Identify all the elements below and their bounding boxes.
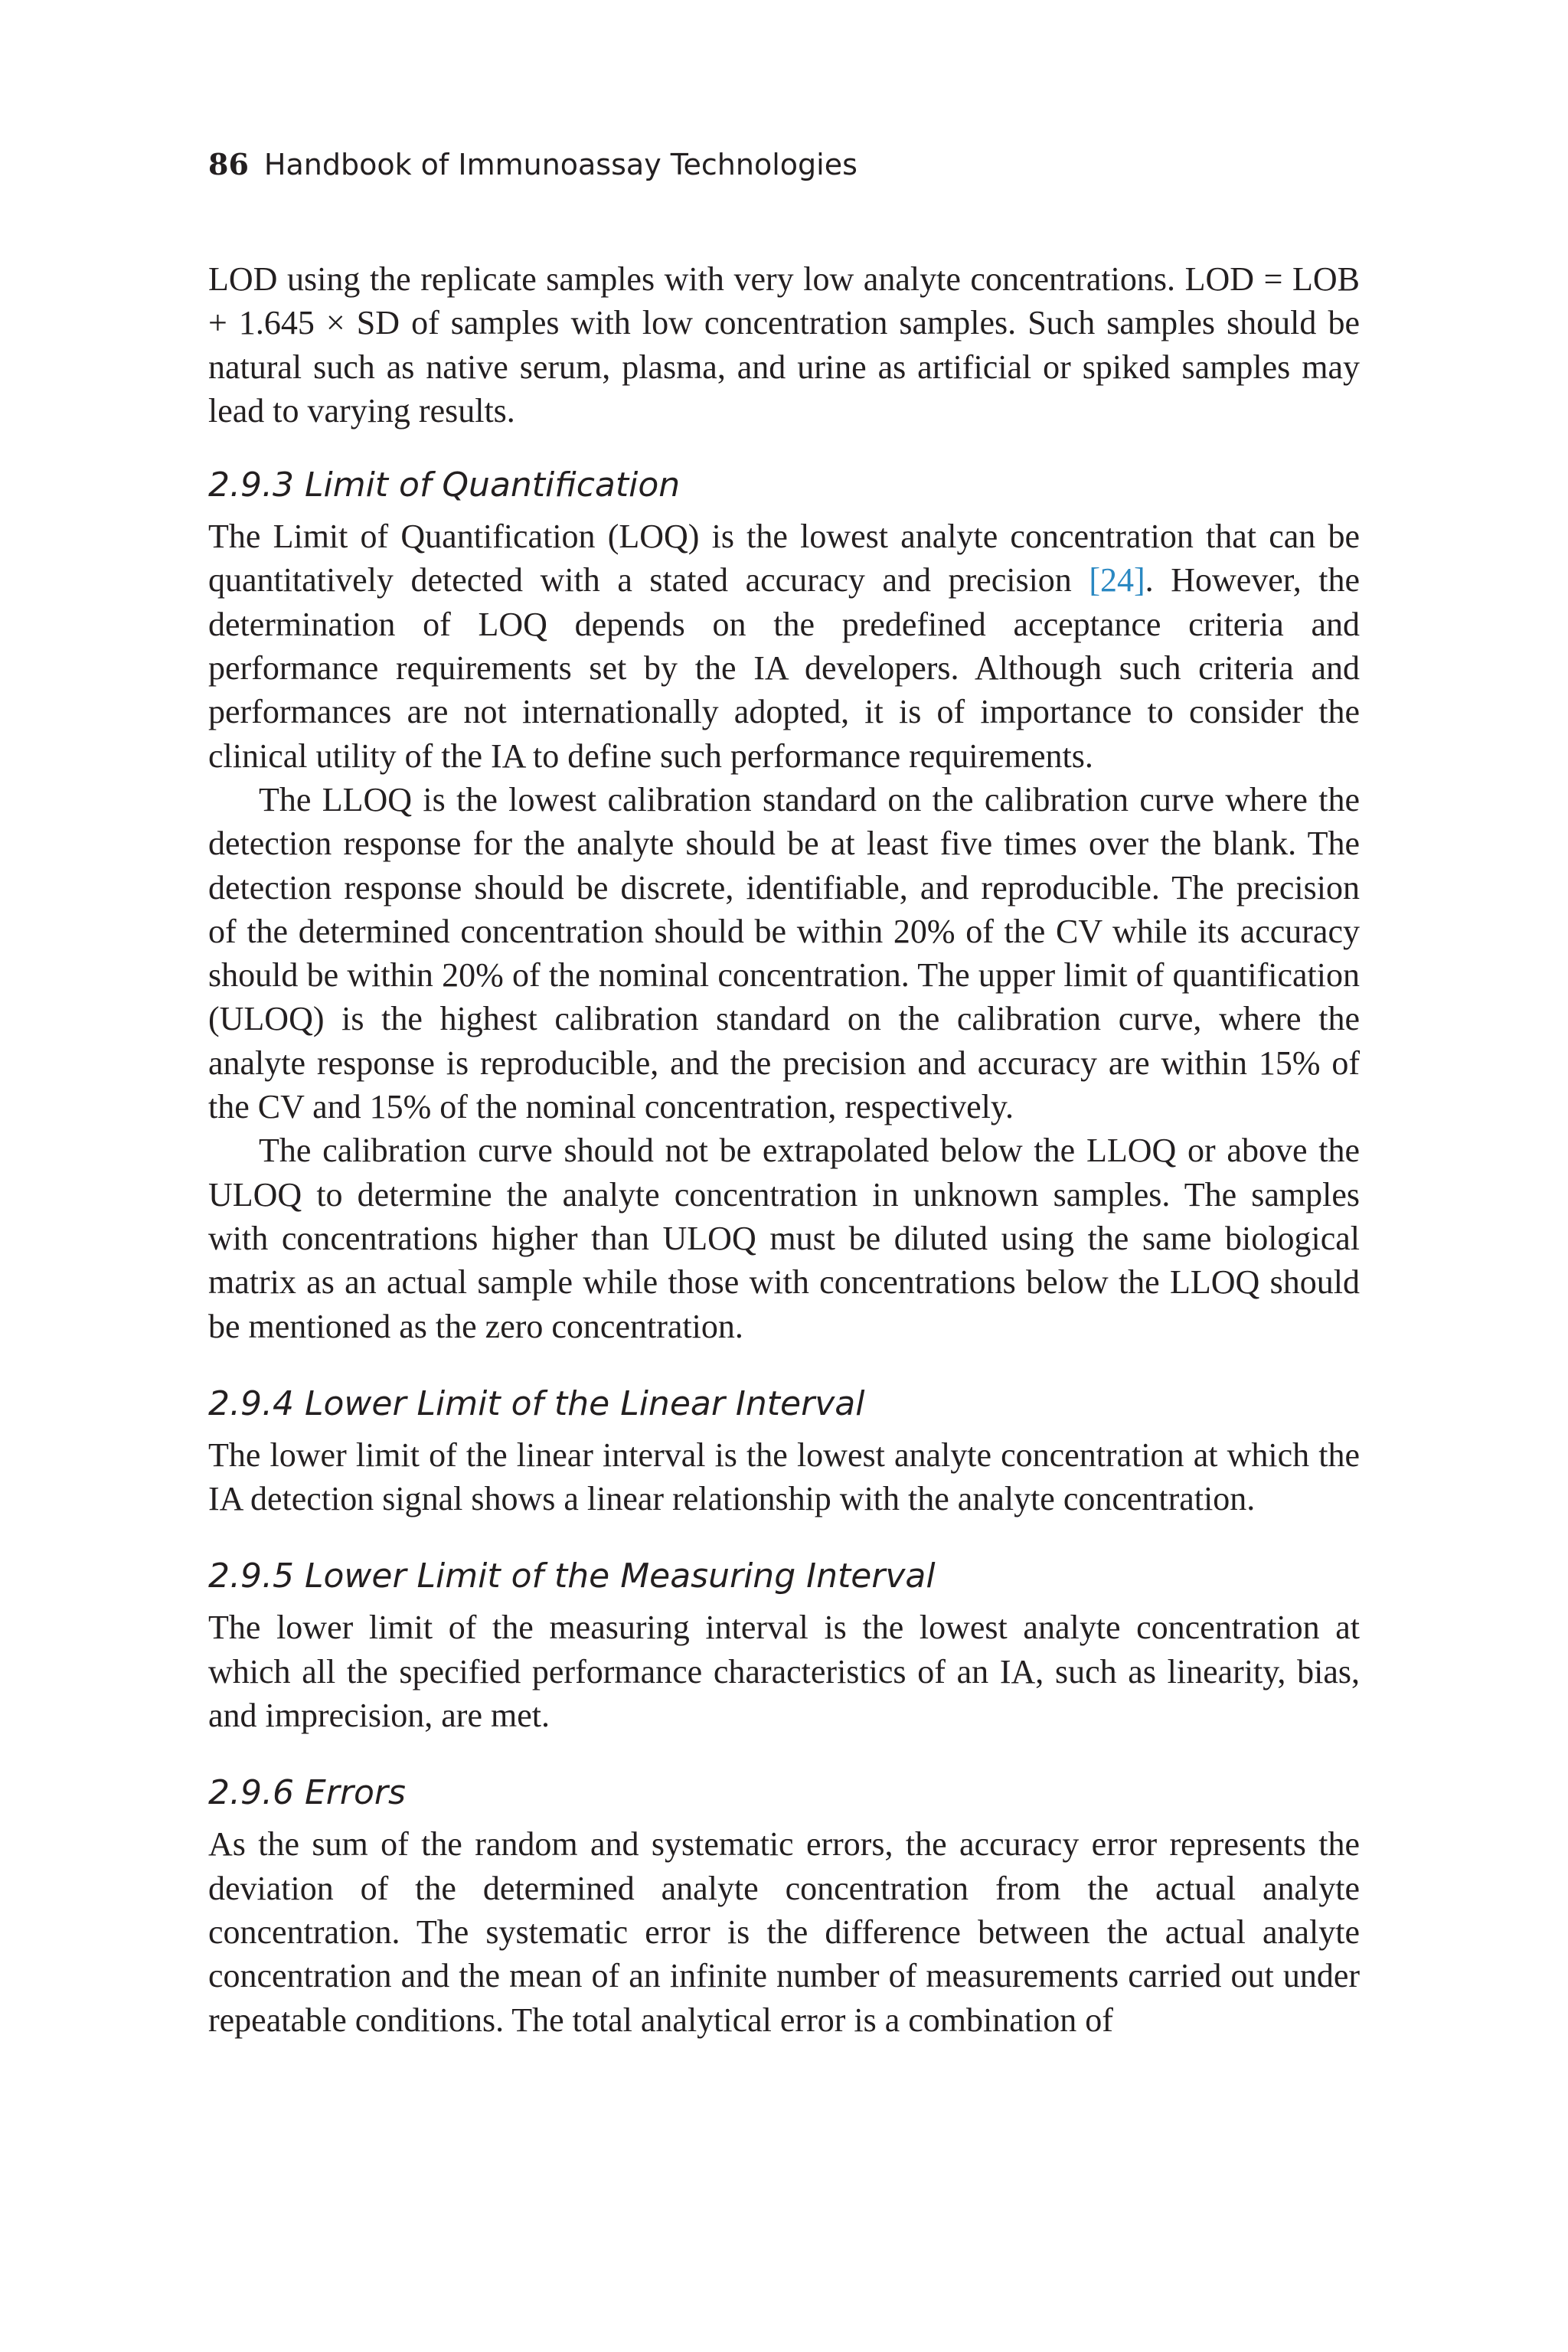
intro-paragraph: LOD using the replicate samples with very low analyte concentrations. LOD = LOB + 1.645 × SD of samples with low concentration samples. Such samples should be natural such as native serum, plasma, and urine as artificial or spiked samples may lead to varying results.: [208, 260, 1360, 430]
paragraph-text: . However, the determination of LOQ depends on the predefined acceptance criteria and performance requirements set by the IA developers. Although such criteria and performances are not internationally adopted, it is of importance to consider the clinical utility of the IA to define such performance requirements.: [208, 561, 1360, 775]
page-number: 86: [208, 147, 249, 181]
section-number: 2.9.5: [208, 1557, 294, 1596]
section-heading-2-9-6: [208, 1737, 1360, 1822]
book-title: Handbook of Immunoassay Technologies: [263, 148, 858, 181]
paragraph-measuring-interval: The lower limit of the measuring interval is the lowest analyte concentration at which all the specified performance characteristics of an IA, such as linearity, bias, and imprecision, are met.: [208, 1609, 1360, 1735]
section-title: Limit of Quantification: [304, 466, 681, 505]
section-title: Lower Limit of the Linear Interval: [304, 1383, 865, 1423]
section-heading-2-9-4: [208, 1348, 1360, 1433]
section-heading-2-9-3: [208, 433, 1360, 514]
section-number: 2.9.3: [208, 466, 294, 505]
section-heading-2-9-5: [208, 1521, 1360, 1606]
running-head: [208, 147, 858, 181]
paragraph-errors: As the sum of the random and systematic errors, the accuracy error represents the deviation of the determined analyte concentration from the actual analyte concentration. The systematic error is the difference between the actual analyte concentration and the mean of an infinite number of measurements carried out under repeatable conditions. The total analytical error is a combination of: [208, 1825, 1360, 2039]
paragraph-text: The Limit of Quantification (LOQ) is the lowest analyte concentration that can be quantitatively detected with a stated accuracy and precision: [208, 518, 1360, 599]
citation-link[interactable]: [24]: [1089, 561, 1145, 599]
paragraph-lloq: The LLOQ is the lowest calibration standard on the calibration curve where the detection response for the analyte should be at least five times over the blank. The detection response should be discrete, identifiable, and reproducible. The precision of the determined concentration should be within 20% of the CV while its accuracy should be within 20% of the nominal concentration. The upper limit of quantification (ULOQ) is the highest calibration standard on the calibration curve, where the analyte response is reproducible, and the precision and accuracy are within 15% of the CV and 15% of the nominal concentration, respectively.: [208, 780, 1360, 1126]
section-number: 2.9.6: [208, 1773, 294, 1813]
book-page: [208, 0, 1360, 2352]
paragraph-linear-interval: The lower limit of the linear interval is the lowest analyte concentration at which the IA detection signal shows a linear relationship with the analyte concentration.: [208, 1436, 1360, 1518]
paragraph-loq-definition: [208, 514, 1360, 778]
section-title: Errors: [304, 1773, 406, 1813]
paragraph-calibration-curve: The calibration curve should not be extrapolated below the LLOQ or above the ULOQ to determine the analyte concentration in unknown samples. The samples with concentrations higher than ULOQ must be diluted using the same biological matrix as an actual sample while those with concentrations below the LLOQ should be mentioned as the zero concentration.: [208, 1132, 1360, 1345]
section-number: 2.9.4: [208, 1383, 294, 1423]
section-title: Lower Limit of the Measuring Interval: [304, 1557, 936, 1596]
body-text: [208, 257, 1360, 2042]
